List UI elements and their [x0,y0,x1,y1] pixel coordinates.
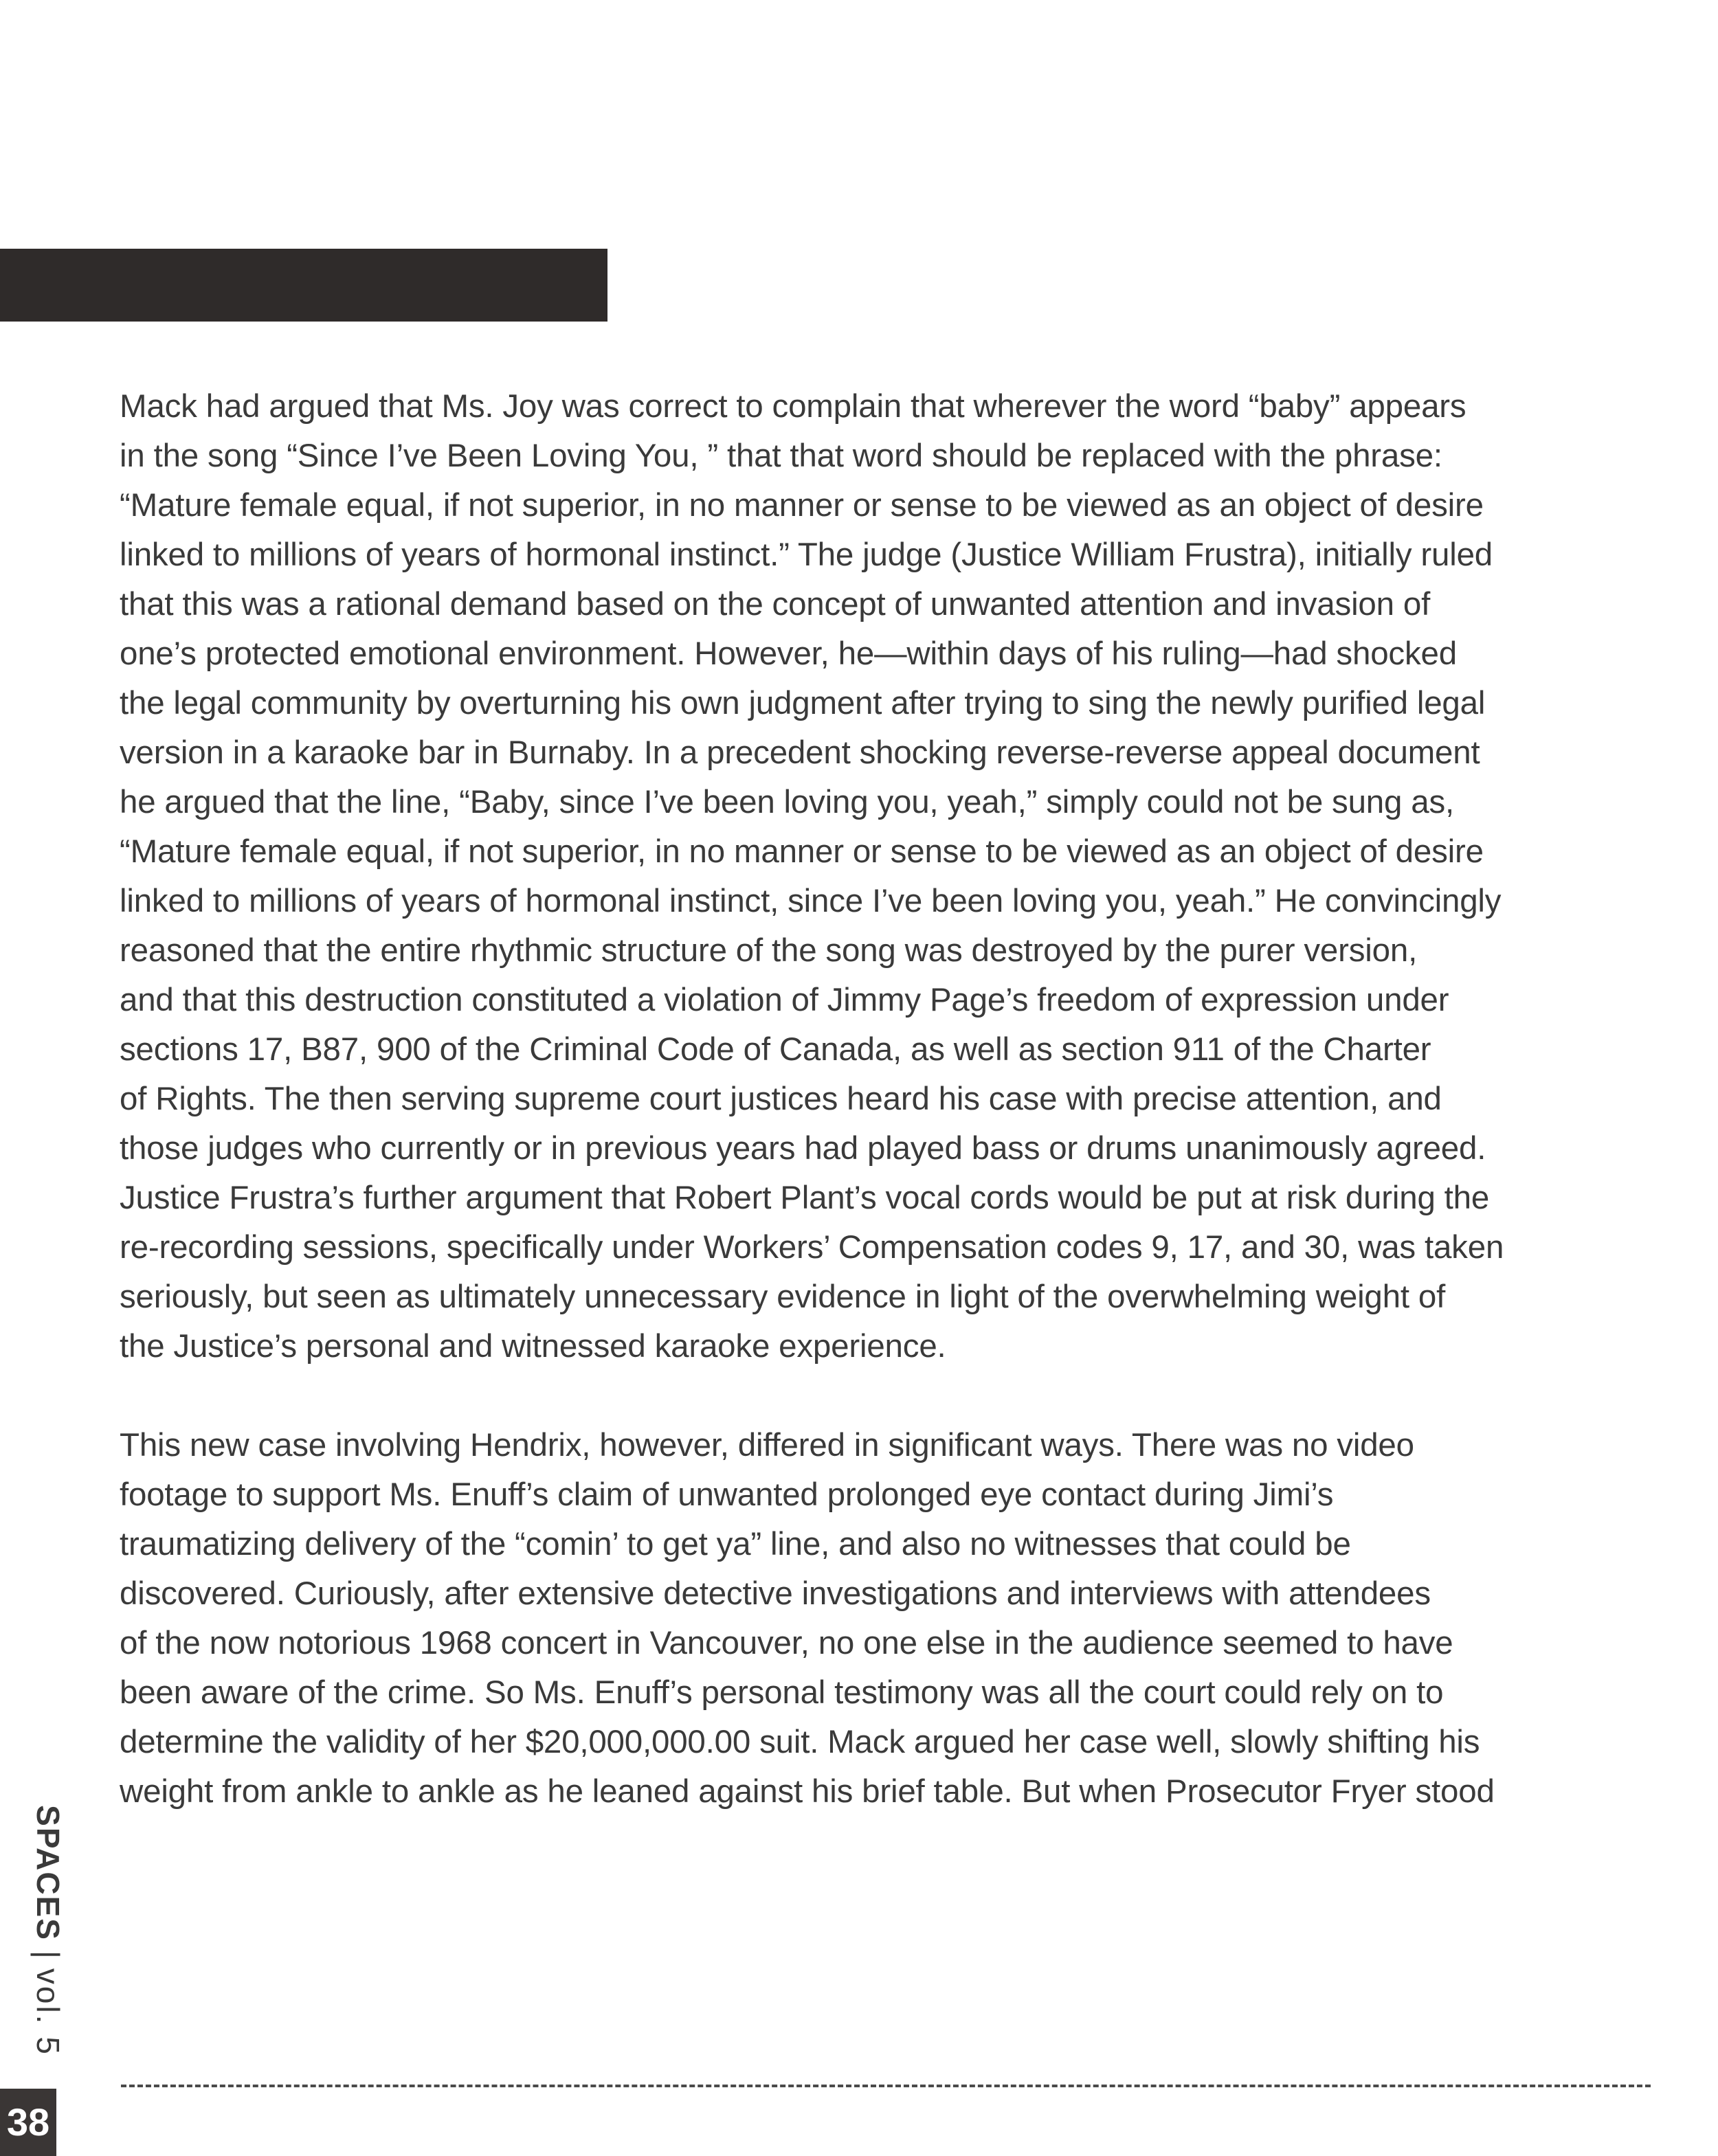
text-line: reasoned that the entire rhythmic structure of the song was destroyed by the purer version, [120,932,1418,969]
text-line: footage to support Ms. Enuff’s claim of unwanted prolonged eye contact during Jimi’s [120,1476,1334,1513]
text-line: of Rights. The then serving supreme court justices heard his case with precise attention, and [120,1081,1442,1117]
text-line: seriously, but seen as ultimately unnecessary evidence in light of the overwhelming weight of [120,1279,1446,1315]
text-line: of the now notorious 1968 concert in Vancouver, no one else in the audience seemed to have [120,1625,1453,1661]
text-line: the Justice’s personal and witnessed karaoke experience. [120,1328,946,1365]
paragraph [120,382,1659,1371]
paragraph-gap [120,1371,1659,1421]
text-line: linked to millions of years of hormonal instinct.” The judge (Justice William Frustra), initially ruled [120,537,1493,573]
text-line: that this was a rational demand based on the concept of unwanted attention and invasion of [120,586,1431,622]
text-line: determine the validity of her $20,000,000.00 suit. Mack argued her case well, slowly shifting his [120,1724,1480,1760]
text-line: “Mature female equal, if not superior, in no manner or sense to be viewed as an object of desire [120,833,1484,870]
text-line: version in a karaoke bar in Burnaby. In a precedent shocking reverse-reverse appeal document [120,734,1480,771]
page-number: 38 [0,2089,56,2156]
publication-name: SPACES [30,1805,66,1941]
text-line: discovered. Curiously, after extensive detective investigations and interviews with attendees [120,1575,1431,1612]
dashed-footer-rule [121,2085,1651,2087]
text-line: “Mature female equal, if not superior, in no manner or sense to be viewed as an object of desire [120,487,1484,524]
paragraph [120,1421,1659,1817]
volume-label: vol. 5 [30,1968,66,2056]
article-body [120,382,1659,1817]
text-line: This new case involving Hendrix, however, differed in significant ways. There was no video [120,1427,1414,1463]
text-line: he argued that the line, “Baby, since I’ve been loving you, yeah,” simply could not be sung as, [120,784,1454,820]
text-line: traumatizing delivery of the “comin’ to get ya” line, and also no witnesses that could be [120,1526,1351,1562]
running-footer-publication [30,1805,67,2056]
text-line: and that this destruction constituted a violation of Jimmy Page’s freedom of expression under [120,982,1449,1018]
text-line: weight from ankle to ankle as he leaned against his brief table. But when Prosecutor Fryer stood [120,1773,1495,1810]
text-line: Justice Frustra’s further argument that Robert Plant’s vocal cords would be put at risk during the [120,1180,1490,1216]
text-line: linked to millions of years of hormonal instinct, since I’ve been loving you, yeah.” He convincingly [120,883,1502,919]
text-line: Mack had argued that Ms. Joy was correct to complain that wherever the word “baby” appears [120,388,1466,425]
text-line: been aware of the crime. So Ms. Enuff’s personal testimony was all the court could rely on to [120,1674,1444,1711]
text-line: sections 17, B87, 900 of the Criminal Code of Canada, as well as section 911 of the Charter [120,1031,1431,1068]
text-line: one’s protected emotional environment. However, he—within days of his ruling—had shocked [120,636,1457,672]
text-line: the legal community by overturning his own judgment after trying to sing the newly purified legal [120,685,1486,721]
text-line: in the song “Since I’ve Been Loving You, ” that that word should be replaced with the phrase: [120,438,1442,474]
section-header-bar [0,249,607,322]
text-line: re-recording sessions, specifically under Workers’ Compensation codes 9, 17, and 30, was taken [120,1229,1504,1266]
footer-separator: | [30,1950,66,1959]
text-line: those judges who currently or in previous years had played bass or drums unanimously agreed. [120,1130,1486,1167]
